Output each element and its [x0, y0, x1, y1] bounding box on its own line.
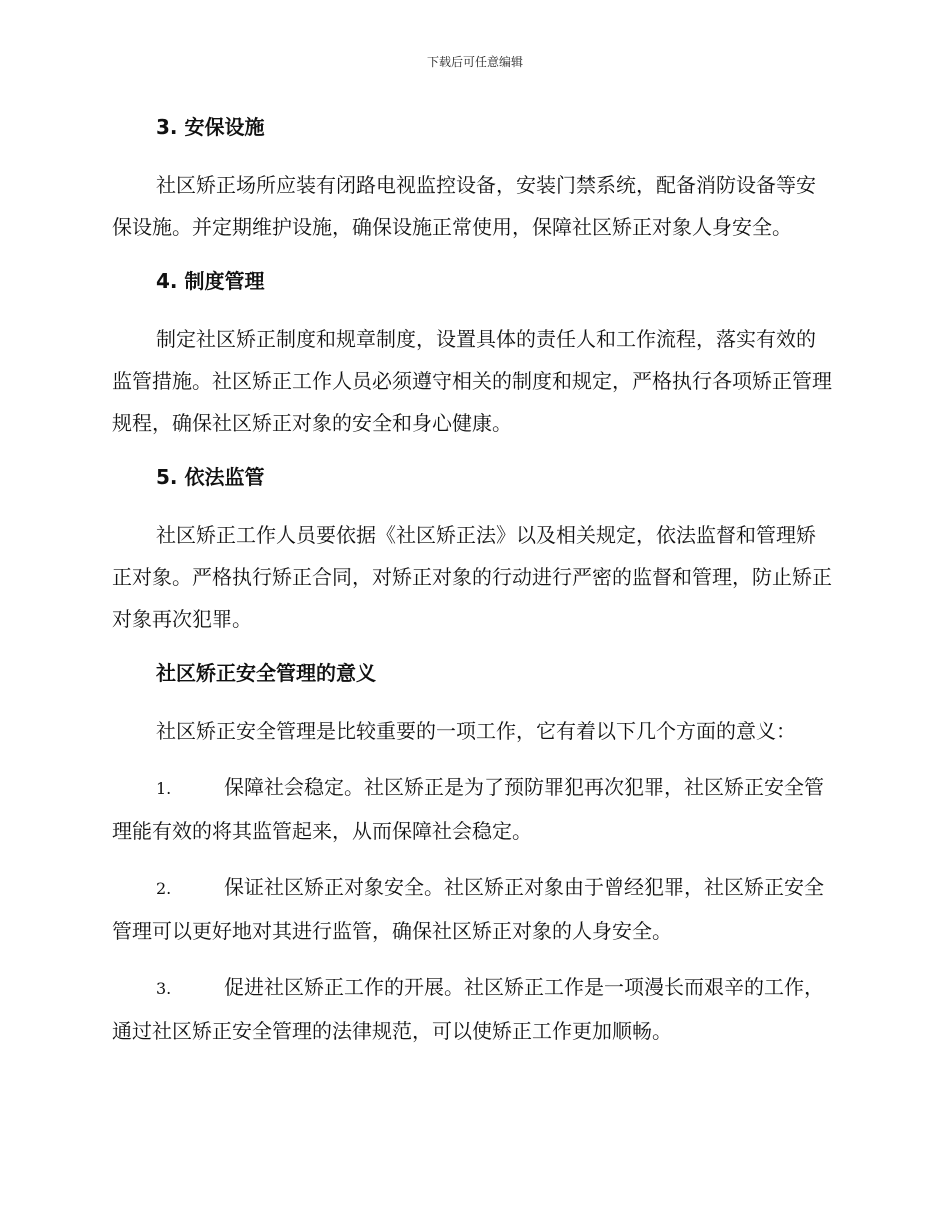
- section-paragraph-significance: 社区矫正安全管理是比较重要的一项工作，它有着以下几个方面的意义：: [156, 719, 796, 743]
- spacer: [112, 300, 834, 318]
- section-paragraph-system-management: 制定社区矫正制度和规章制度，设置具体的责任人和工作流程，落实有效的监管措施。社区矫正工作人员必须遵守相关的制度和规定，严格执行各项矫正管理规程，确保社区矫正对象的安全和身心健康。: [112, 327, 832, 435]
- list-item: [112, 966, 834, 1052]
- spacer: [112, 146, 834, 164]
- section-heading-legal-supervision: 5. 依法监管: [156, 465, 265, 489]
- spacer: [112, 752, 834, 766]
- spacer: [112, 692, 834, 710]
- list-item-text: 保障社会稳定。社区矫正是为了预防罪犯再次犯罪，社区矫正安全管理能有效的将其监管起来，从而保障社会稳定。: [112, 775, 824, 843]
- spacer: [112, 496, 834, 514]
- list-item-text: 促进社区矫正工作的开展。社区矫正工作是一项漫长而艰辛的工作，通过社区矫正安全管理的法律规范，可以使矫正工作更加顺畅。: [112, 975, 824, 1043]
- spacer: [112, 248, 834, 262]
- section-heading-security-facilities: 3. 安保设施: [156, 115, 265, 139]
- list-item: [112, 766, 834, 852]
- section-heading-system-management: 4. 制度管理: [156, 269, 265, 293]
- list-item: [112, 866, 834, 952]
- spacer: [112, 852, 834, 866]
- list-item-text: 保证社区矫正对象安全。社区矫正对象由于曾经犯罪，社区矫正安全管理可以更好地对其进行监管，确保社区矫正对象的人身安全。: [112, 875, 824, 943]
- spacer: [112, 640, 834, 654]
- section-paragraph-legal-supervision: 社区矫正工作人员要依据《社区矫正法》以及相关规定，依法监督和管理矫正对象。严格执行矫正合同，对矫正对象的行动进行严密的监督和管理，防止矫正对象再次犯罪。: [112, 523, 832, 631]
- list-item-number: 1.: [156, 779, 172, 798]
- page-header: 下载后可任意编辑: [426, 55, 523, 69]
- document-body: [112, 108, 834, 1052]
- spacer: [112, 952, 834, 966]
- spacer: [112, 444, 834, 458]
- section-heading-significance: 社区矫正安全管理的意义: [156, 661, 376, 685]
- section-paragraph-security-facilities: 社区矫正场所应装有闭路电视监控设备，安装门禁系统，配备消防设备等安保设施。并定期维护设施，确保设施正常使用，保障社区矫正对象人身安全。: [112, 173, 816, 239]
- list-item-number: 3.: [156, 979, 172, 998]
- list-item-number: 2.: [156, 879, 172, 898]
